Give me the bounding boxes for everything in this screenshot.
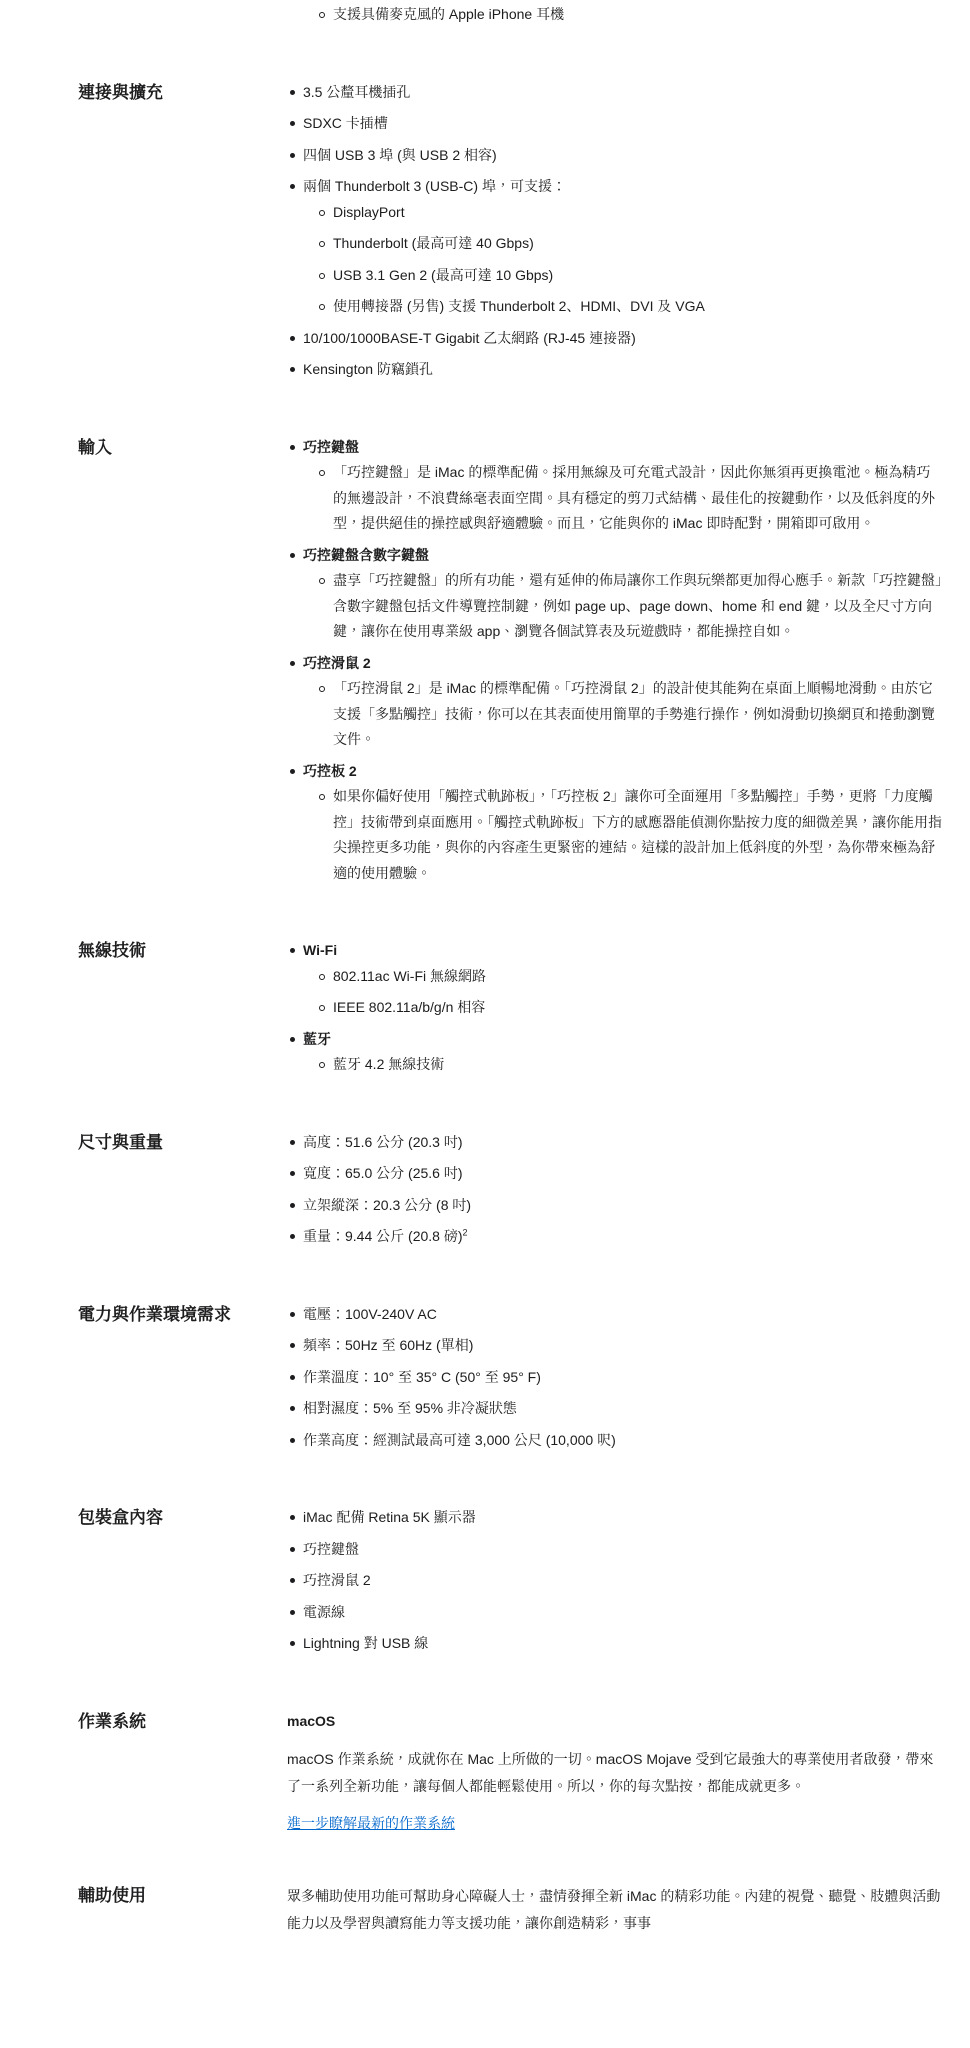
spec-item bbox=[287, 326, 943, 352]
sub-item-list bbox=[317, 568, 943, 645]
spec-subitem bbox=[317, 200, 943, 226]
spec-subitem-text: 「巧控鍵盤」是 iMac 的標準配備。採用無線及可充電式設計，因此你無須再更換電池。極為精巧的無邊設計，不浪費絲毫表面空間。具有穩定的剪刀式結構、最佳化的按鍵動作，以及低斜度的外型，提供絕佳的操控感與舒適體驗。而且，它能與你的 iMac 即時配對，開箱即可啟用。 bbox=[333, 464, 935, 531]
spec-item-text: 電源線 bbox=[303, 1603, 345, 1620]
spec-subitem-text: 藍牙 4.2 無線技術 bbox=[333, 1056, 445, 1072]
spec-item bbox=[287, 1428, 943, 1454]
spec-item-text: 重量：9.44 公斤 (20.8 磅) bbox=[303, 1228, 463, 1244]
spec-subitem-text: 「巧控滑鼠 2」是 iMac 的標準配備。「巧控滑鼠 2」的設計使其能夠在桌面上順暢地滑動。由於它支援「多點觸控」技術，你可以在其表面使用簡單的手勢進行操作，例如滑動切換網頁和捲動瀏覽文件。 bbox=[333, 680, 935, 747]
spec-subitem bbox=[317, 263, 943, 289]
section-content bbox=[287, 1709, 943, 1838]
spec-subitem-text: 802.11ac Wi-Fi 無線網路 bbox=[333, 967, 486, 984]
spec-item-text: 巧控鍵盤 bbox=[303, 1540, 359, 1557]
section-content bbox=[287, 2, 943, 34]
spec-item-text: 寬度：65.0 公分 (25.6 吋) bbox=[303, 1165, 463, 1181]
os-description: macOS 作業系統，成就你在 Mac 上所做的一切。macOS Mojave 受到它最強大的專業使用者啟發，帶來了一系列全新功能，讓每個人都能輕鬆使用。所以，你的每次點按，都能成就更多。 bbox=[287, 1751, 934, 1794]
spec-subitem bbox=[317, 460, 943, 537]
spec-item-text: 兩個 Thunderbolt 3 (USB-C) 埠，可支援： bbox=[303, 178, 566, 194]
section-heading: 作業系統 bbox=[78, 1711, 146, 1731]
section-heading: 輔助使用 bbox=[78, 1886, 146, 1905]
spec-item-text: 10/100/1000BASE-T Gigabit 乙太網路 (RJ-45 連接器) bbox=[303, 329, 636, 346]
spec-item-text: 相對濕度：5% 至 95% 非冷凝狀態 bbox=[303, 1400, 517, 1416]
section-heading: 無線技術 bbox=[78, 941, 146, 960]
spec-item-text: iMac 配備 Retina 5K 顯示器 bbox=[303, 1509, 476, 1525]
spec-item bbox=[287, 1161, 943, 1187]
spec-item-text: 四個 USB 3 埠 (與 USB 2 相容) bbox=[303, 146, 497, 163]
sub-item-list bbox=[317, 200, 943, 320]
spec-item-text: 3.5 公釐耳機插孔 bbox=[303, 83, 411, 100]
spec-item bbox=[287, 357, 943, 383]
spec-subitem bbox=[317, 964, 943, 990]
accessibility-description: 眾多輔助使用功能可幫助身心障礙人士，盡情發揮全新 iMac 的精彩功能。內建的視覺、聽覺、肢體與活動能力以及學習與讀寫能力等支援功能，讓你創造精彩，事事 bbox=[287, 1888, 941, 1931]
section-heading: 輸入 bbox=[78, 437, 112, 457]
spec-subitem bbox=[317, 294, 943, 320]
section-content bbox=[287, 1302, 943, 1460]
spec-item-text: Lightning 對 USB 線 bbox=[303, 1635, 429, 1651]
section-input bbox=[78, 435, 942, 893]
spec-item bbox=[287, 80, 943, 106]
learn-more-os-link[interactable]: 進一步瞭解最新的作業系統 bbox=[287, 1815, 455, 1831]
spec-item-title: Wi-Fi bbox=[303, 942, 338, 958]
spec-subitem-text: 支援具備麥克風的 Apple iPhone 耳機 bbox=[333, 6, 565, 22]
section-connections bbox=[78, 80, 942, 389]
spec-subitem bbox=[317, 231, 943, 257]
sub-item-list bbox=[317, 964, 943, 1021]
spec-item bbox=[287, 174, 943, 320]
spec-subitem-text: Thunderbolt (最高可達 40 Gbps) bbox=[333, 235, 534, 251]
section-content bbox=[287, 938, 943, 1084]
section-heading: 電力與作業環境需求 bbox=[78, 1304, 231, 1324]
item-list bbox=[287, 1302, 943, 1454]
section-audio-tail bbox=[78, 2, 942, 34]
sub-item-list bbox=[317, 1052, 943, 1078]
spec-item-text: 立架縱深：20.3 公分 (8 吋) bbox=[303, 1196, 472, 1213]
spec-subitem bbox=[317, 1052, 943, 1078]
item-list bbox=[287, 938, 943, 1078]
sub-item-list bbox=[317, 2, 943, 28]
spec-item bbox=[287, 1365, 943, 1391]
spec-item bbox=[287, 435, 943, 537]
spec-item bbox=[287, 759, 943, 887]
spec-item bbox=[287, 111, 943, 137]
spec-subitem-text: DisplayPort bbox=[333, 203, 405, 220]
spec-item bbox=[287, 1333, 943, 1359]
spec-item bbox=[287, 938, 943, 1021]
section-power bbox=[78, 1302, 942, 1460]
spec-subitem-text: IEEE 802.11a/b/g/n 相容 bbox=[333, 999, 486, 1015]
spec-item bbox=[287, 1631, 943, 1657]
os-name: macOS bbox=[287, 1712, 336, 1729]
item-list bbox=[287, 80, 943, 383]
spec-subitem-text: 使用轉接器 (另售) 支援 Thunderbolt 2、HDMI、DVI 及 VGA bbox=[333, 298, 705, 314]
spec-item bbox=[287, 1027, 943, 1078]
sub-item-list bbox=[317, 676, 943, 753]
spec-item bbox=[287, 543, 943, 645]
spec-item bbox=[287, 1537, 943, 1563]
section-heading: 尺寸與重量 bbox=[78, 1132, 163, 1152]
sub-item-list bbox=[317, 784, 943, 886]
spec-item-title: 巧控滑鼠 2 bbox=[303, 654, 371, 671]
section-heading: 連接與擴充 bbox=[78, 82, 163, 102]
section-content bbox=[287, 1130, 943, 1256]
spec-item-text: SDXC 卡插槽 bbox=[303, 115, 388, 131]
spec-item bbox=[287, 1302, 943, 1328]
spec-subitem bbox=[317, 784, 943, 886]
spec-subitem-text: 如果你偏好使用「觸控式軌跡板」，「巧控板 2」讓你可全面運用「多點觸控」手勢，更將「力度觸控」技術帶到桌面應用。「觸控式軌跡板」下方的感應器能偵測你點按力度的細微差異，讓你能用指尖操控更多功能，與你的內容產生更緊密的連結。這樣的設計加上低斜度的外型，為你帶來極為舒適的使用體驗。 bbox=[333, 788, 942, 881]
spec-subitem-text: 盡享「巧控鍵盤」的所有功能，還有延伸的佈局讓你工作與玩樂都更加得心應手。新款「巧控鍵盤」含數字鍵盤包括文件導覽控制鍵，例如 page up、page down、home 和 end 鍵，以及全尺寸方向鍵，讓你在使用專業級 app、瀏覽各個試算表及玩遊戲時，都能操控自如。 bbox=[333, 572, 942, 639]
footnote-marker: 2 bbox=[462, 1227, 468, 1238]
section-dimensions bbox=[78, 1130, 942, 1256]
spec-item-text: 頻率：50Hz 至 60Hz (單相) bbox=[303, 1337, 474, 1353]
spec-item-title: 巧控鍵盤 bbox=[303, 438, 359, 455]
spec-item bbox=[287, 1505, 943, 1531]
spec-item-title: 藍牙 bbox=[303, 1030, 331, 1047]
section-heading: 包裝盒內容 bbox=[78, 1508, 163, 1527]
section-content bbox=[287, 1883, 943, 1947]
item-list bbox=[287, 435, 943, 887]
section-content bbox=[287, 435, 943, 893]
spec-subitem bbox=[317, 568, 943, 645]
spec-item-text: Kensington 防竊鎖孔 bbox=[303, 361, 433, 377]
spec-item bbox=[287, 1193, 943, 1219]
spec-item bbox=[287, 143, 943, 169]
spec-subitem bbox=[317, 995, 943, 1021]
spec-item-text: 作業溫度：10° 至 35° C (50° 至 95° F) bbox=[303, 1368, 541, 1385]
spec-item bbox=[287, 651, 943, 753]
spec-item-text: 高度：51.6 公分 (20.3 吋) bbox=[303, 1133, 463, 1150]
spec-item bbox=[287, 1130, 943, 1156]
section-box-contents bbox=[78, 1505, 942, 1663]
sub-item-list bbox=[317, 460, 943, 537]
item-list bbox=[287, 1130, 943, 1250]
item-list bbox=[287, 1505, 943, 1657]
spec-item-text: 巧控滑鼠 2 bbox=[303, 1572, 371, 1588]
spec-item bbox=[287, 1568, 943, 1594]
spec-item-text: 電壓：100V-240V AC bbox=[303, 1305, 437, 1322]
spec-subitem-text: USB 3.1 Gen 2 (最高可達 10 Gbps) bbox=[333, 266, 554, 283]
spec-item-title: 巧控板 2 bbox=[303, 762, 357, 779]
section-wireless bbox=[78, 938, 942, 1084]
section-content bbox=[287, 1505, 943, 1663]
section-os bbox=[78, 1709, 942, 1838]
spec-subitem bbox=[317, 2, 943, 28]
section-accessibility bbox=[78, 1883, 942, 1947]
spec-item bbox=[287, 1224, 943, 1250]
spec-item-text: 作業高度：經測試最高可達 3,000 公尺 (10,000 呎) bbox=[303, 1431, 616, 1448]
spec-item bbox=[287, 1600, 943, 1626]
section-content bbox=[287, 80, 943, 389]
spec-subitem bbox=[317, 676, 943, 753]
spec-item-title: 巧控鍵盤含數字鍵盤 bbox=[303, 546, 429, 563]
spec-item bbox=[287, 1396, 943, 1422]
